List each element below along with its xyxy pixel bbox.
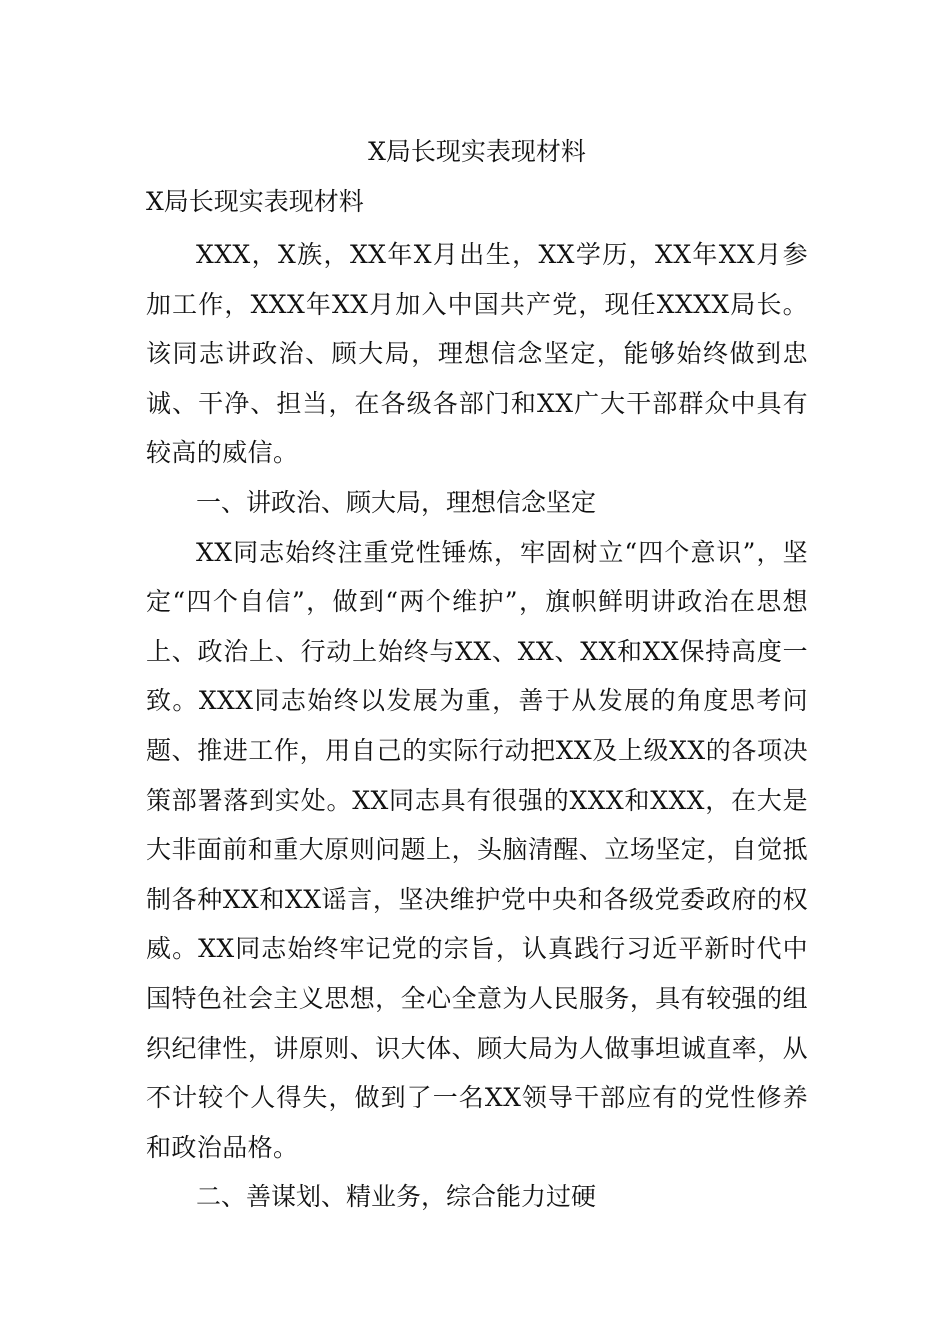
document-title: X局长现实表现材料 [368,137,586,166]
document-page [146,130,808,1222]
section-heading-1: 一、讲政治、顾大局，理想信念坚定 [196,487,597,517]
section-heading-2: 二、善谋划、精业务，综合能力过硬 [196,1182,597,1212]
section-1-paragraph: XX同志始终注重党性锤炼，牢固树立“四个意识”，坚定“四个自信”，做到“两个维护”，旗帜鲜明讲政治在思想上、政治上、行动上始终与XX、XX、XX和XX保持高度一致。XXX同志始终以发展为重，善于从发展的角度思考问题、推进工作，用自己的实际行动把XX及上级XX的各项决策部署落到实处。XX同志具有很强的XXX和XXX，在大是大非面前和重大原则问题上，头脑清醒、立场坚定，自觉抵制各种XX和XX谣言，坚决维护党中央和各级党委政府的权威。XX同志始终牢记党的宗旨，认真践行习近平新时代中国特色社会主义思想，全心全意为人民服务，具有较强的组织纪律性，讲原则、识大体、顾大局为人做事坦诚直率，从不计较个人得失，做到了一名XX领导干部应有的党性修养和政治品格。 [146,537,808,1162]
document-subtitle: X局长现实表现材料 [146,187,364,216]
intro-paragraph: XXX，X族，XX年X月出生，XX学历，XX年XX月参加工作，XXX年XX月加入中国共产党，现任XXXX局长。该同志讲政治、顾大局，理想信念坚定，能够始终做到忠诚、干净、担当，在各级各部门和XX广大干部群众中具有较高的威信。 [146,240,808,468]
